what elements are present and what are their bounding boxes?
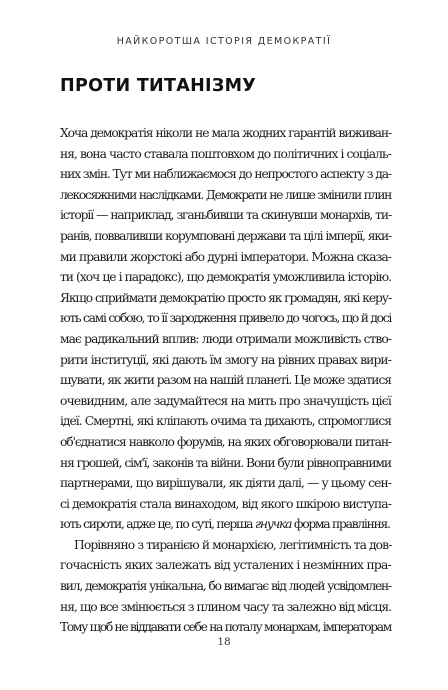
text-line: лекосяжними наслідками. Демократи не лише змінили плин [60,187,391,202]
body-text [60,123,391,638]
text-line: ня, що все змінюється з плином часу та залежно від місця. [60,599,391,614]
text-line: об'єднатися навколо форумів, на яких обговорювали питан- [60,434,391,449]
text-line: сі демократія стала винаходом, від якого шкірою виступа- [60,496,391,511]
text-line: історії — наприклад, зганьбивши та скинувши монархів, ти- [60,208,391,223]
text-line: Якщо сприймати демократію просто як громадян, які керу- [60,290,391,305]
text-line: очевидним, але задумайтеся на мить про значущість цієї [60,393,391,408]
text-line: вил, демократія унікальна, бо вимагає від людей усвідомлен- [60,579,391,594]
text-line: гочасність яких залежать від усталених і незмінних пра- [60,558,391,573]
section-title: ПРОТИ ТИТАНІЗМУ [60,76,257,96]
text-line: рити інституції, які дають їм змогу на рівних правах вири- [60,352,391,367]
running-head: НАЙКОРОТША ІСТОРІЯ ДЕМОКРАТІЇ [116,36,332,47]
text-line: ють сироти, адже це, по суті, перша гнучка форма правління. [60,517,390,532]
text-line: ють самі собою, то її зародження привело до чогось, що й досі [60,311,391,326]
text-line: ня, вона часто ставала поштовхом до політичних і соціаль- [60,146,391,161]
text-line: шувати, як жити разом на нашій планеті. Це може здатися [60,373,391,388]
text-line: ранів, повваливши корумповані держави та цілі імперії, яки- [60,228,391,243]
text-line: ми правили жорстокі або дурні імператори. Можна сказа- [60,249,391,264]
text-line: має радикальний вплив: люди отримали можливість ство- [60,331,391,346]
text-line: ти (хоч це і парадокс), що демократія уможливила історію. [60,270,391,285]
paragraph-2 [60,535,391,638]
text-line: Хоча демократія ніколи не мала жодних гарантій виживан- [60,126,391,140]
text-line: ня грошей, сім'ї, законів та війни. Вони були рівноправними [60,455,391,470]
text-line: них змін. Тут ми наближаємося до непростого аспекту з да- [60,167,391,182]
text-line: партнерами, що вирішували, як діяти далі, — у цьому сен- [60,476,392,491]
page-number: 18 [217,636,231,648]
text-line: Порівняно з тиранією й монархією, легітимність та дов- [74,537,392,552]
paragraph-1 [60,123,391,535]
text-line: ідеї. Смертні, які кліпають очима та дихають, спромоглися [60,414,391,429]
text-line: Тому щоб не віддавати себе на поталу монархам, імператорам [60,620,391,635]
